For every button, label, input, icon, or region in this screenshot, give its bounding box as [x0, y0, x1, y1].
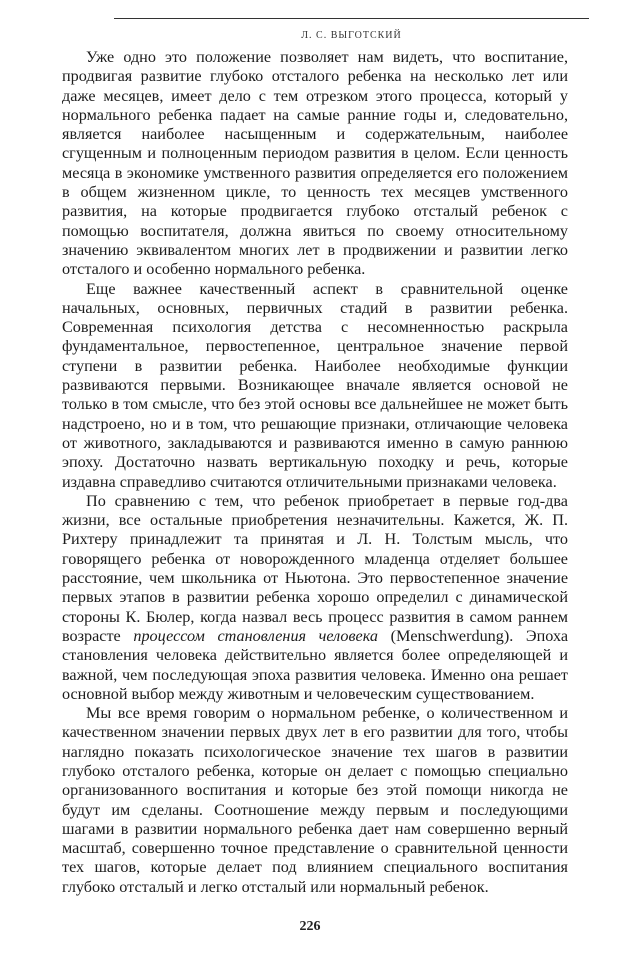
header-rule [114, 18, 589, 19]
paragraph-3-italic-term: процессом становления человека [133, 626, 378, 645]
running-head: Л. С. ВЫГОТСКИЙ [301, 30, 402, 41]
paragraph-4: Мы все время говорим о нормальном ребенке, о количественном и качественном значении первых двух лет в его развитии для того, чтобы наглядно показать психологическое значение тех шагов в развитии глубоко отсталого ребенка, которые он делает с помощью специально организованного воспитания и которые без этой помощи никогда не будут им сделаны. Соотношение между первым и последующими шагами в развитии нормального ребенка дает нам совершенно верный масштаб, совершенно точное представление о сравнительной ценности тех шагов, которые делает под влиянием специального воспитания глубоко отсталый и легко отсталый или нормальный ребенок. [62, 704, 568, 896]
paragraph-1: Уже одно это положение позволяет нам видеть, что воспитание, продвигая развитие глубоко отсталого ребенка на несколько лет или даже месяцев, имеет дело с тем отрезком этого процесса, который у нормального ребенка падает на самые ранние годы и, следовательно, является наиболее насыщенным и содержательным, наиболее сгущенным и полноценным периодом развития в целом. Если ценность месяца в экономике умственного развития определяется его положением в общем жизненном цикле, то ценность тех месяцев умственного развития, на которые продвигается глубоко отсталый ребенок с помощью воспитателя, должна явиться по своему относительному значению эквивалентом многих лет в продвижении и развитии легко отсталого и особенно нормального ребенка. [62, 48, 568, 279]
paragraph-2: Еще важнее качественный аспект в сравнительной оценке начальных, основных, первичных стадий в развитии ребенка. Современная психология детства с несомненностью раскрыла фундаментальное, первостепенное, центральное значение первой ступени в развитии ребенка. Наиболее необходимые функции развиваются первыми. Возникающее вначале является основой не только в том смысле, что без этой основы все дальнейшее не может быть надстроено, но и в том, что решающие признаки, отличающие человека от животного, закладываются и развиваются именно в самую раннюю эпоху. Достаточно назвать вертикальную походку и речь, которые издавна справедливо считаются отличительными признаками человека. [62, 279, 568, 491]
body-text [62, 48, 568, 897]
page-number: 226 [299, 919, 321, 934]
paragraph-3 [62, 492, 568, 704]
paragraph-3-text-before: По сравнению с тем, что ребенок приобретает в первые год-два жизни, все остальные приобретения незначительны. Кажется, Ж. П. Рихтеру принадлежит та принятая и Л. Н. Толстым мысль, что говорящего ребенка от новорожденного младенца отделяет большее расстояние, чем школьника от Ньютона. Это первостепенное значение первых этапов в развитии ребенка хорошо определил с динамической стороны К. Бюлер, когда назвал весь процесс развития в самом раннем возрасте [62, 491, 568, 645]
paragraph-3-text-after: (Menschwerdung). Эпоха становления человека действительно является более определяющей и важной, чем последующая эпоха развития человека. Именно она решает основной выбор между животным и человеческим существованием. [62, 626, 569, 703]
